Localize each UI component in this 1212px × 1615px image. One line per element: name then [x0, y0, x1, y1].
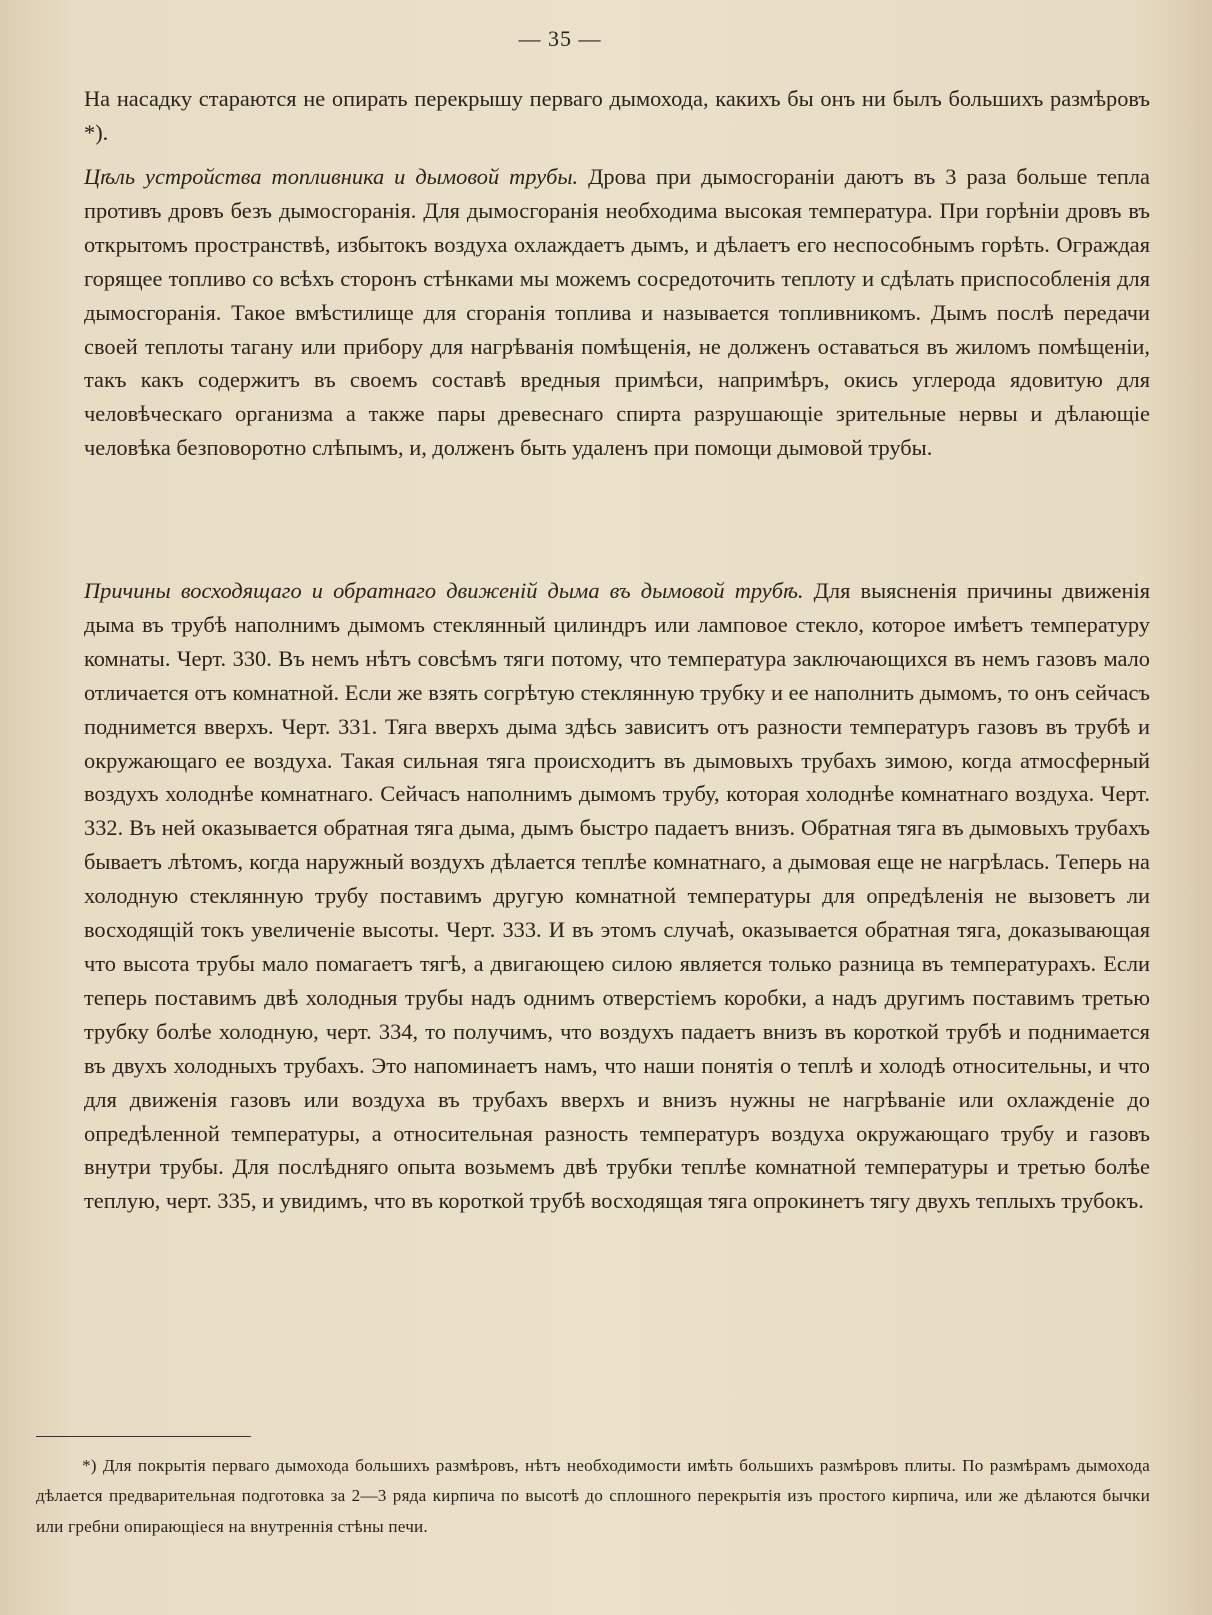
- paragraph-2: [84, 160, 1150, 465]
- footnote: [36, 1451, 1150, 1542]
- paragraph-1-text: На насадку стараются не опирать перекрышу перваго дымохода, какихъ бы онъ ни былъ большихъ размѣровъ *).: [84, 86, 1150, 145]
- paragraph-3: [84, 574, 1150, 1218]
- paragraph-2-body: Дрова при дымосгораніи даютъ въ 3 раза больше тепла противъ дровъ безъ дымосгоранія. Для дымосгоранія необходима высокая температура. При горѣніи дровъ въ открытомъ пространствѣ, избытокъ воздуха охлаждаетъ дымъ, и дѣлаетъ его неспособнымъ горѣть. Ограждая горящее топливо со всѣхъ сторонъ стѣнками мы можемъ сосредоточить теплоту и сдѣлать приспособленія для дымосгоранія. Такое вмѣстилище для сгоранія топлива и называется топливникомъ. Дымъ послѣ передачи своей теплоты тагану или прибору для нагрѣванія помѣщенія, не долженъ оставаться въ жиломъ помѣщеніи, такъ какъ содержитъ въ своемъ составѣ вредныя примѣси, напримѣръ, окись углерода ядовитую для человѣческаго организма а также пары древеснаго спирта разрушающіе зрительные нервы и дѣлающіе человѣка безповоротно слѣпымъ, и, долженъ быть удаленъ при помощи дымовой трубы.: [84, 164, 1150, 461]
- footnote-marker: *): [82, 1456, 97, 1475]
- paragraph-3-body: Для выясненія причины движенія дыма въ трубѣ наполнимъ дымомъ стеклянный цилиндръ или ламповое стекло, которое имѣетъ температуру комнаты. Черт. 330. Въ немъ нѣтъ совсѣмъ тяги потому, что температура заключающихся въ немъ газовъ мало отличается отъ комнатной. Если же взять согрѣтую стеклянную трубку и ее наполнить дымомъ, то онъ сейчасъ поднимется вверхъ. Черт. 331. Тяга вверхъ дыма здѣсь зависитъ отъ разности температуръ газовъ въ трубѣ и окружающаго ее воздуха. Такая сильная тяга происходитъ въ дымовыхъ трубахъ зимою, когда атмосферный воздухъ холоднѣе комнатнаго. Сейчасъ наполнимъ дымомъ трубу, которая холоднѣе комнатнаго воздуха. Черт. 332. Въ ней оказывается обратная тяга дыма, дымъ быстро падаетъ внизъ. Обратная тяга въ дымовыхъ трубахъ бываетъ лѣтомъ, когда наружный воздухъ дѣлается теплѣе комнатнаго, а дымовая еще не нагрѣлась. Теперь на холодную стеклянную трубу поставимъ другую комнатной температуры для опредѣленія не вызоветъ ли восходящій токъ увеличеніе высоты. Черт. 333. И въ этомъ случаѣ, оказывается обратная тяга, доказывающая что высота трубы мало помагаетъ тягѣ, а двигающею силою является только разница въ температурахъ. Если теперь поставимъ двѣ холодныя трубы надъ однимъ отверстіемъ коробки, а надъ другимъ поставимъ третью трубку болѣе холодную, черт. 334, то получимъ, что воздухъ падаетъ внизъ въ короткой трубѣ и поднимается въ двухъ холодныхъ трубахъ. Это напоминаетъ намъ, что наши понятія о теплѣ и холодѣ относительны, и что для движенія газовъ или воздуха въ трубахъ вверхъ и внизъ нужны не нагрѣваніе или охлажденіе до опредѣленной температуры, а относительная разность температуръ воздуха окружающаго трубу и газовъ внутри трубы. Для послѣдняго опыта возьмемъ двѣ трубки теплѣе комнатной температуры и третью болѣе теплую, черт. 335, и увидимъ, что въ короткой трубѣ восходящая тяга опрокинетъ тягу двухъ теплыхъ трубокъ.: [84, 578, 1150, 1214]
- paragraph-1: [84, 82, 1150, 150]
- page-number: — 35 —: [518, 26, 602, 51]
- footnote-text: Для покрытія перваго дымохода большихъ размѣровъ, нѣтъ необходимости имѣть большихъ размѣровъ плиты. По размѣрамъ дымохода дѣлается предварительная подготовка за 2—3 ряда кирпича по высотѣ до сплошного перекрытія изъ простого кирпича, или же дѣлаются бычки или гребни опирающіеся на внутреннія стѣны печи.: [36, 1456, 1150, 1536]
- paragraph-3-heading: Причины восходящаго и обратнаго движеній дыма въ дымовой трубѣ.: [84, 578, 804, 603]
- footnote-divider: [36, 1436, 251, 1437]
- paragraph-2-heading: Цѣль устройства топливника и дымовой трубы.: [84, 164, 579, 189]
